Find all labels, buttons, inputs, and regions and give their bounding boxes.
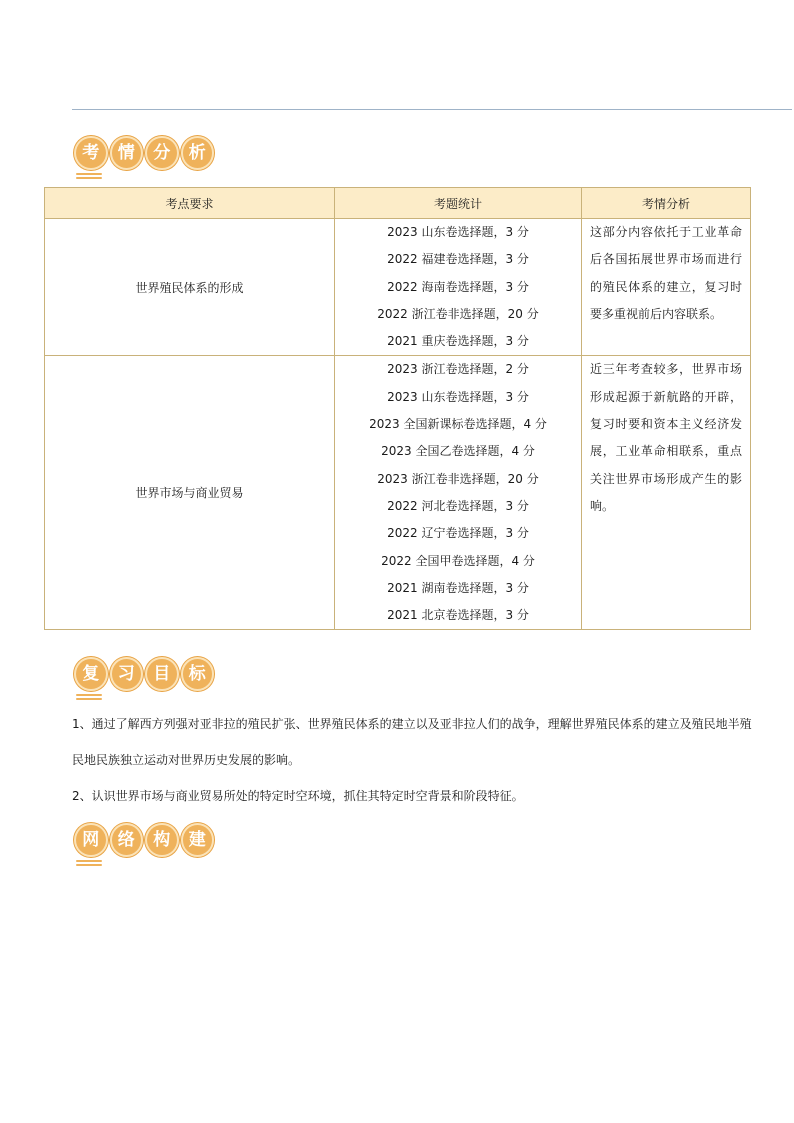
- badge-stripes: [76, 694, 214, 700]
- goal-item: 1、通过了解西方列强对亚非拉的殖民扩张、世界殖民体系的建立以及亚非拉人们的战争，理解世界殖民体系的建立及殖民地半殖民地民族独立运动对世界历史发展的影响。: [72, 717, 752, 767]
- title-char: 习: [110, 657, 144, 691]
- requirement-cell: 世界市场与商业贸易: [45, 356, 335, 630]
- analysis-table: [44, 187, 751, 630]
- stat-line: 2021 北京卷选择题，3 分: [387, 608, 529, 623]
- stat-line: 2021 湖南卷选择题，3 分: [387, 580, 529, 595]
- title-char: 复: [74, 657, 108, 691]
- stat-line: 2023 全国新课标卷选择题，4 分: [369, 417, 547, 432]
- stat-line: 2023 浙江卷非选择题，20 分: [377, 471, 539, 486]
- stat-line: 2022 海南卷选择题，3 分: [387, 279, 529, 294]
- table-row: [45, 356, 751, 630]
- title-char: 网: [74, 823, 108, 857]
- stat-line: 2022 河北卷选择题，3 分: [387, 498, 529, 513]
- title-char: 分: [145, 136, 179, 170]
- stat-line: 2023 山东卷选择题，3 分: [387, 225, 529, 239]
- badge-stripes: [76, 173, 214, 179]
- header-rule: [72, 109, 792, 110]
- stat-line: 2022 辽宁卷选择题，3 分: [387, 526, 529, 541]
- title-char: 目: [145, 657, 179, 691]
- title-char: 络: [110, 823, 144, 857]
- section-title-analysis: [74, 136, 214, 182]
- title-char: 情: [110, 136, 144, 170]
- header-analysis: 考情分析: [582, 188, 751, 219]
- requirement-cell: 世界殖民体系的形成: [45, 219, 335, 356]
- table-header-row: [45, 188, 751, 219]
- section-title-goals: [74, 657, 214, 703]
- stat-line: 2022 全国甲卷选择题，4 分: [381, 553, 535, 568]
- title-char: 析: [181, 136, 215, 170]
- analysis-cell: 这部分内容依托于工业革命后各国拓展世界市场而进行的殖民体系的建立，复习时要多重视前后内容联系。: [582, 219, 751, 356]
- title-char: 标: [181, 657, 215, 691]
- goal-item: 2、认识世界市场与商业贸易所处的特定时空环境，抓住其特定时空背景和阶段特征。: [72, 789, 524, 803]
- table-row: [45, 219, 751, 356]
- section-title-network: [74, 823, 214, 869]
- stats-cell: [335, 219, 582, 356]
- badge-stripes: [76, 860, 214, 866]
- title-char: 构: [145, 823, 179, 857]
- stat-line: 2023 浙江卷选择题，2 分: [387, 362, 529, 377]
- stat-line: 2023 山东卷选择题，3 分: [387, 389, 529, 404]
- goals-list: [72, 706, 762, 814]
- title-char: 建: [181, 823, 215, 857]
- stats-cell: [335, 356, 582, 630]
- header-requirement: 考点要求: [45, 188, 335, 219]
- header-stats: 考题统计: [335, 188, 582, 219]
- stat-line: 2023 全国乙卷选择题，4 分: [381, 444, 535, 459]
- stat-line: 2022 浙江卷非选择题，20 分: [377, 306, 539, 321]
- analysis-cell: 近三年考查较多，世界市场形成起源于新航路的开辟，复习时要和资本主义经济发展，工业革命相联系，重点关注世界市场形成产生的影响。: [582, 356, 751, 630]
- stat-line: 2022 福建卷选择题，3 分: [387, 252, 529, 267]
- title-char: 考: [74, 136, 108, 170]
- stat-line: 2021 重庆卷选择题，3 分: [387, 334, 529, 349]
